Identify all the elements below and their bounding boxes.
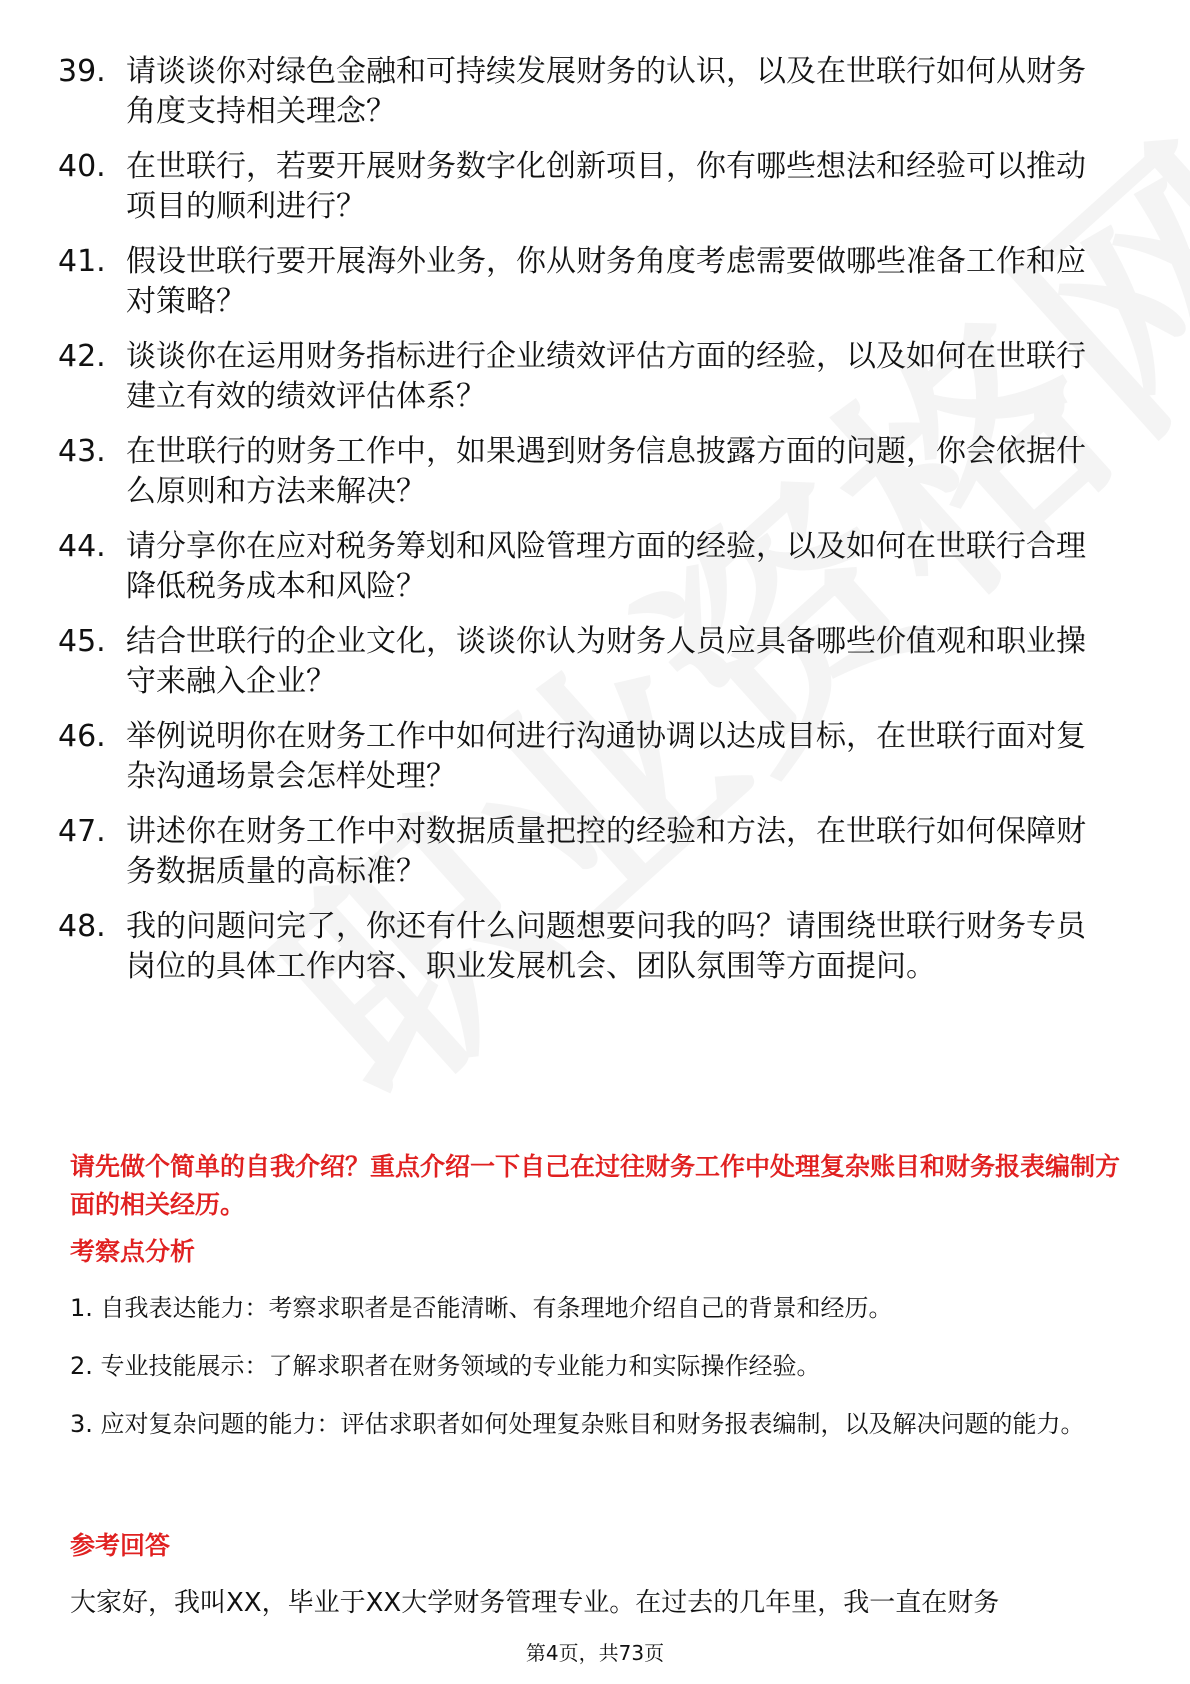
question-item bbox=[58, 52, 1128, 132]
question-text: 结合世联行的企业文化，谈谈你认为财务人员应具备哪些价值观和职业操守来融入企业？ bbox=[126, 624, 1086, 699]
question-text: 请分享你在应对税务筹划和风险管理方面的经验，以及如何在世联行合理降低税务成本和风险？ bbox=[126, 529, 1086, 604]
question-number: 40. bbox=[58, 149, 106, 184]
question-text: 在世联行的财务工作中，如果遇到财务信息披露方面的问题，你会依据什么原则和方法来解决？ bbox=[126, 434, 1086, 509]
question-text: 请谈谈你对绿色金融和可持续发展财务的认识，以及在世联行如何从财务角度支持相关理念？ bbox=[126, 54, 1086, 129]
question-item bbox=[58, 717, 1128, 797]
intro-question: 请先做个简单的自我介绍？重点介绍一下自己在过往财务工作中处理复杂账目和财务报表编制方面的相关经历。 bbox=[70, 1152, 1121, 1219]
question-list bbox=[58, 52, 1128, 1002]
question-item bbox=[58, 622, 1128, 702]
question-item bbox=[58, 812, 1128, 892]
question-item bbox=[58, 907, 1128, 987]
question-item bbox=[58, 337, 1128, 417]
question-text: 在世联行，若要开展财务数字化创新项目，你有哪些想法和经验可以推动项目的顺利进行？ bbox=[126, 149, 1086, 224]
question-item bbox=[58, 147, 1128, 227]
question-item bbox=[58, 242, 1128, 322]
answer-text: 大家好，我叫XX，毕业于XX大学财务管理专业。在过去的几年里，我一直在财务 bbox=[70, 1588, 1000, 1618]
answer-heading: 参考回答 bbox=[70, 1531, 171, 1560]
analysis-heading: 考察点分析 bbox=[70, 1237, 196, 1266]
analysis-point: 3. 应对复杂问题的能力：评估求职者如何处理复杂账目和财务报表编制，以及解决问题的能力。 bbox=[70, 1410, 1085, 1438]
question-text: 谈谈你在运用财务指标进行企业绩效评估方面的经验，以及如何在世联行建立有效的绩效评估体系？ bbox=[126, 339, 1086, 414]
question-number: 41. bbox=[58, 244, 106, 279]
question-text: 讲述你在财务工作中对数据质量把控的经验和方法，在世联行如何保障财务数据质量的高标准？ bbox=[126, 814, 1086, 889]
question-text: 举例说明你在财务工作中如何进行沟通协调以达成目标，在世联行面对复杂沟通场景会怎样处理？ bbox=[126, 719, 1086, 794]
question-item bbox=[58, 527, 1128, 607]
question-item bbox=[58, 432, 1128, 512]
analysis-points bbox=[70, 1288, 1120, 1475]
question-number: 42. bbox=[58, 339, 106, 374]
question-number: 43. bbox=[58, 434, 106, 469]
analysis-point: 1. 自我表达能力：考察求职者是否能清晰、有条理地介绍自己的背景和经历。 bbox=[70, 1294, 893, 1322]
question-number: 44. bbox=[58, 529, 106, 564]
question-text: 假设世联行要开展海外业务，你从财务角度考虑需要做哪些准备工作和应对策略？ bbox=[126, 244, 1086, 319]
question-number: 39. bbox=[58, 54, 106, 89]
question-number: 46. bbox=[58, 719, 106, 754]
question-number: 45. bbox=[58, 624, 106, 659]
question-text: 我的问题问完了，你还有什么问题想要问我的吗？请围绕世联行财务专员岗位的具体工作内容、职业发展机会、团队氛围等方面提问。 bbox=[126, 909, 1086, 984]
page-footer: 第4页，共73页 bbox=[525, 1641, 665, 1665]
question-number: 48. bbox=[58, 909, 106, 944]
analysis-point: 2. 专业技能展示：了解求职者在财务领域的专业能力和实际操作经验。 bbox=[70, 1352, 821, 1380]
question-number: 47. bbox=[58, 814, 106, 849]
